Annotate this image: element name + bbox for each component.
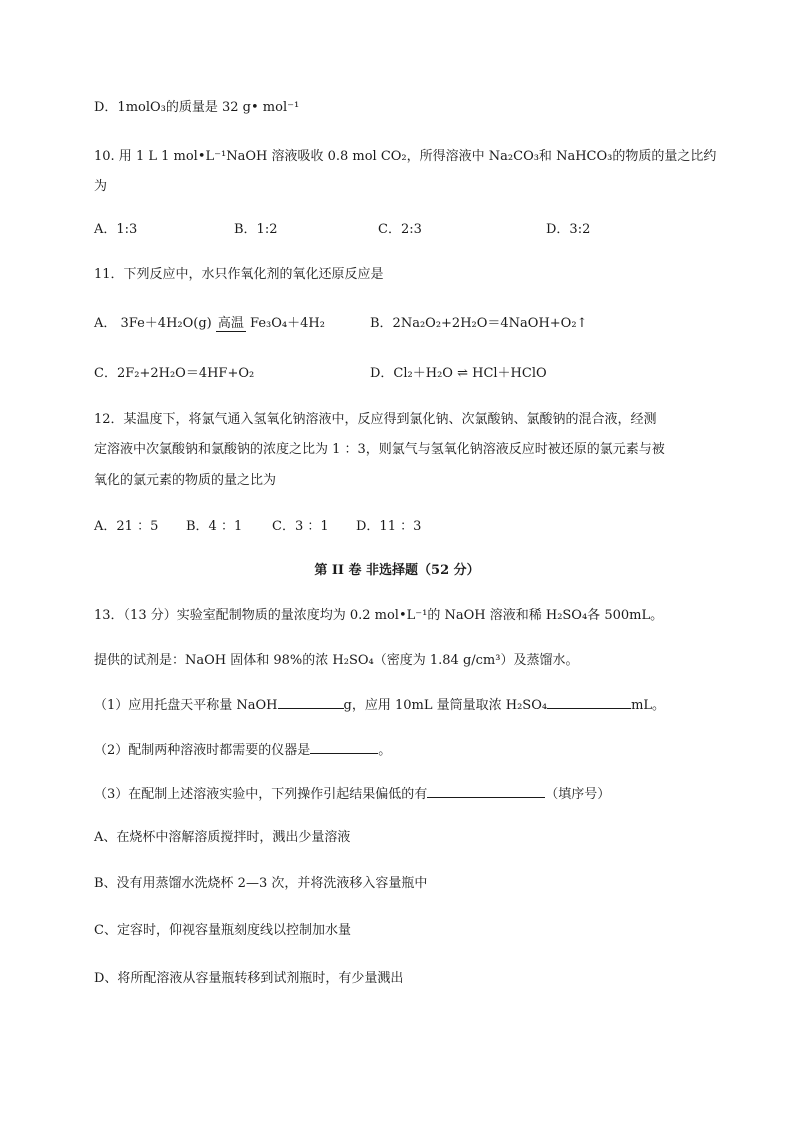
naoh-mass-blank[interactable] (278, 694, 344, 709)
q13-part3-text-b: （填序号） (545, 787, 611, 802)
q13-part2-text-a: （2）配制两种溶液时都需要的仪器是 (94, 743, 311, 758)
q13-choice-d: D、将所配溶液从容量瓶转移到试剂瓶时，有少量溅出 (94, 971, 404, 986)
q11-option-a-products: Fe₃O₄＋4H₂ (250, 316, 325, 331)
q13-part1-text-a: （1）应用托盘天平称量 NaOH (94, 698, 278, 713)
q11-option-a-reactants: A． 3Fe＋4H₂O(g) (94, 316, 212, 331)
q13-choice-a: A、在烧杯中溶解溶质搅拌时，溅出少量溶液 (94, 830, 351, 845)
q11-option-a (94, 314, 325, 334)
q13-part2-text-b: 。 (378, 743, 392, 758)
q13-part3 (94, 783, 610, 805)
instrument-blank[interactable] (310, 739, 378, 754)
q13-part2 (94, 739, 391, 761)
q11-stem: 11．下列反应中，水只作氧化剂的氧化还原反应是 (94, 267, 384, 282)
h2so4-volume-blank[interactable] (547, 694, 631, 709)
q10-option-b: B．1:2 (234, 222, 278, 237)
q12-stem-line2: 定溶液中次氯酸钠和氯酸钠的浓度之比为 1 ：3，则氯气与氢氧化钠溶液反应时被还原的氯元素与被 (94, 442, 665, 457)
q13-stem: 13．（13 分）实验室配制物质的量浓度均为 0.2 mol•L⁻¹的 NaOH 溶液和稀 H₂SO₄各 500mL。 (94, 608, 664, 623)
q11-option-b: B．2Na₂O₂+2H₂O＝4NaOH+O₂↑ (370, 316, 588, 331)
q10-option-d: D．3:2 (546, 222, 591, 237)
q10-stem-line1: 10. 用 1 L 1 mol•L⁻¹NaOH 溶液吸收 0.8 mol CO₂，所得溶液中 Na₂CO₃和 NaHCO₃的物质的量之比约 (94, 149, 717, 164)
q12-stem-line1: 12．某温度下，将氯气通入氢氧化钠溶液中，反应得到氯化钠、次氯酸钠、氯酸钠的混合液，经测 (94, 412, 657, 427)
q10-option-c: C．2:3 (378, 222, 422, 237)
q13-part1 (94, 694, 665, 716)
q13-reagents: 提供的试剂是：NaOH 固体和 98%的浓 H₂SO₄（密度为 1.84 g/cm³）及蒸馏水。 (94, 653, 579, 668)
q12-option-a: A．21 ：5 (94, 519, 159, 534)
q13-part1-text-c: mL。 (631, 698, 666, 713)
q12-option-b: B．4 ：1 (186, 519, 243, 534)
q11-option-a-condition: 高温 (217, 316, 244, 331)
answer-blank[interactable] (427, 783, 545, 798)
q12-option-c: C．3 ：1 (272, 519, 329, 534)
q13-part3-text-a: （3）在配制上述溶液实验中，下列操作引起结果偏低的有 (94, 787, 428, 802)
q13-choice-b: B、没有用蒸馏水洗烧杯 2—3 次，并将洗液移入容量瓶中 (94, 876, 428, 891)
q12-option-d: D．11 ：3 (356, 519, 422, 534)
section-title: 第 II 卷 非选择题（52 分） (314, 563, 480, 578)
q13-choice-c: C、定容时，仰视容量瓶刻度线以控制加水量 (94, 923, 351, 938)
q9-option-d: D．1molO₃的质量是 32 g• mol⁻¹ (94, 100, 300, 115)
q11-option-c: C．2F₂+2H₂O＝4HF+O₂ (94, 366, 255, 381)
q10-option-a: A．1:3 (94, 222, 138, 237)
q13-part1-text-b: g，应用 10mL 量筒量取浓 H₂SO₄ (343, 698, 548, 713)
q12-stem-line3: 氧化的氯元素的物质的量之比为 (94, 473, 277, 488)
q10-stem-line2: 为 (94, 179, 108, 194)
q11-option-d: D．Cl₂＋H₂O ⇌ HCl＋HClO (370, 366, 547, 381)
